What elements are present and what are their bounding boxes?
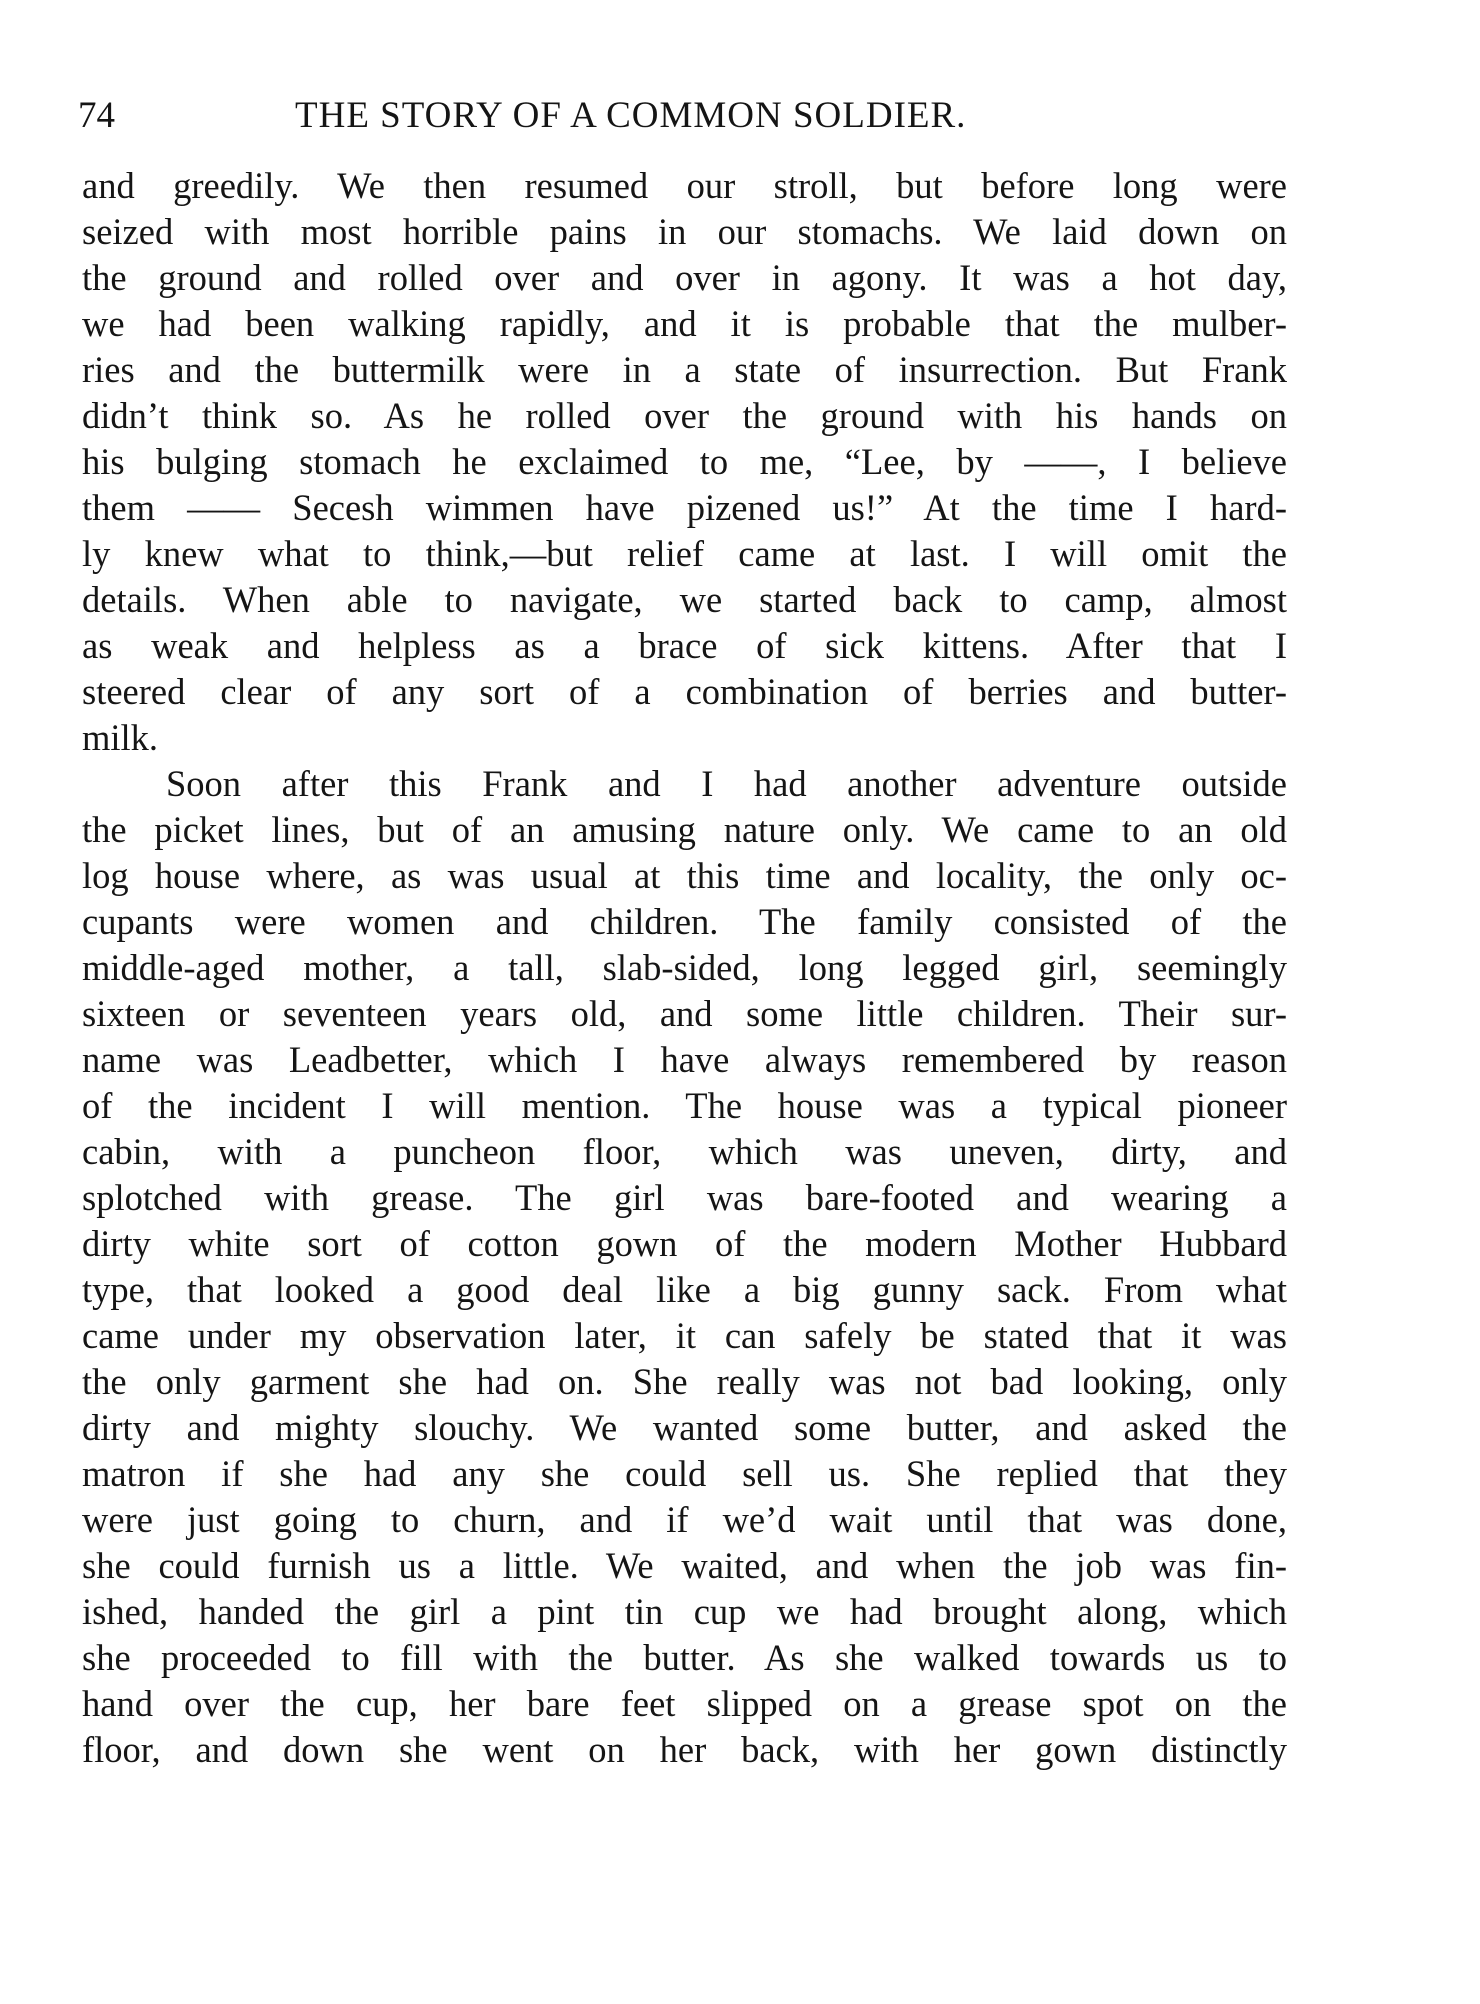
text-line: them —— Secesh wimmen have pizened us!” At the time I hard- [82,487,1287,528]
running-head [78,92,1298,140]
text-line: log house where, as was usual at this time and locality, the only oc- [82,855,1287,896]
text-line: details. When able to navigate, we started back to camp, almost [82,579,1287,620]
text-line: cupants were women and children. The family consisted of the [82,901,1287,942]
text-line: the picket lines, but of an amusing nature only. We came to an old [82,809,1287,850]
body-text [82,163,1287,1773]
text-line: name was Leadbetter, which I have always remembered by reason [82,1039,1287,1080]
text-line: she proceeded to fill with the butter. As she walked towards us to [82,1637,1287,1678]
text-line: ly knew what to think,—but relief came at last. I will omit the [82,533,1287,574]
text-line: of the incident I will mention. The house was a typical pioneer [82,1085,1287,1126]
text-line: ished, handed the girl a pint tin cup we had brought along, which [82,1591,1287,1632]
text-line: she could furnish us a little. We waited, and when the job was fin- [82,1545,1287,1586]
text-line: middle-aged mother, a tall, slab-sided, long legged girl, seemingly [82,947,1287,988]
text-line: cabin, with a puncheon floor, which was uneven, dirty, and [82,1131,1287,1172]
text-line: and greedily. We then resumed our stroll, but before long were [82,165,1287,206]
text-line: were just going to churn, and if we’d wait until that was done, [82,1499,1287,1540]
text-line: floor, and down she went on her back, with her gown distinctly [82,1729,1287,1770]
text-line: we had been walking rapidly, and it is probable that the mulber- [82,303,1287,344]
page-number: 74 [78,95,115,136]
text-line: the ground and rolled over and over in agony. It was a hot day, [82,257,1287,298]
text-line: as weak and helpless as a brace of sick kittens. After that I [82,625,1287,666]
running-title: THE STORY OF A COMMON SOLDIER. [295,95,967,136]
text-line: matron if she had any she could sell us. She replied that they [82,1453,1287,1494]
paragraph-start-line: Soon after this Frank and I had another adventure outside [166,763,1287,804]
text-line: dirty and mighty slouchy. We wanted some butter, and asked the [82,1407,1287,1448]
text-line: type, that looked a good deal like a big gunny sack. From what [82,1269,1287,1310]
text-line: splotched with grease. The girl was bare-footed and wearing a [82,1177,1287,1218]
text-line: came under my observation later, it can safely be stated that it was [82,1315,1287,1356]
text-line: the only garment she had on. She really was not bad looking, only [82,1361,1287,1402]
paragraph-end-line: milk. [82,717,159,758]
text-line: dirty white sort of cotton gown of the modern Mother Hubbard [82,1223,1287,1264]
text-line: steered clear of any sort of a combination of berries and butter- [82,671,1287,712]
text-line: ries and the buttermilk were in a state of insurrection. But Frank [82,349,1287,390]
text-line: hand over the cup, her bare feet slipped on a grease spot on the [82,1683,1287,1724]
text-line: didn’t think so. As he rolled over the ground with his hands on [82,395,1287,436]
text-line: sixteen or seventeen years old, and some little children. Their sur- [82,993,1287,1034]
text-line: his bulging stomach he exclaimed to me, “Lee, by ——, I believe [82,441,1287,482]
text-line: seized with most horrible pains in our stomachs. We laid down on [82,211,1287,252]
